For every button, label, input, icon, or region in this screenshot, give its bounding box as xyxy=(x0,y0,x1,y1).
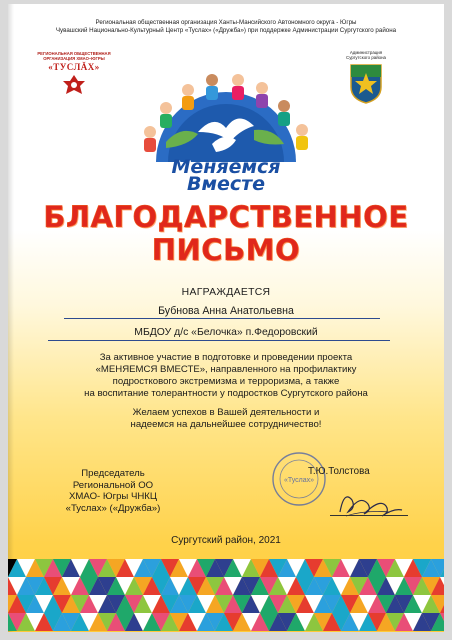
signature-line xyxy=(330,515,408,516)
recipient-name: Бубнова Анна Анатольевна xyxy=(158,305,294,317)
project-logo-globe-children xyxy=(126,70,326,162)
chair-line-4: «Туслах» («Дружба») xyxy=(65,502,161,514)
certificate-sheet xyxy=(8,4,444,632)
chairperson-title xyxy=(48,468,178,514)
chair-line-1: Председатель xyxy=(81,468,145,479)
admin-caption-2: Сургутского района xyxy=(346,55,386,60)
institution-underline xyxy=(48,340,390,341)
tuslah-emblem-icon xyxy=(59,72,89,98)
wish-line-2: надеемся на дальнейшее сотрудничество! xyxy=(130,419,322,430)
wish-line-1: Желаем успехов в Вашей деятельности и xyxy=(132,407,320,418)
tuslah-caption-1: РЕГИОНАЛЬНАЯ ОБЩЕСТВЕННАЯ xyxy=(37,51,111,56)
document-title-line-2: ПИСЬМО xyxy=(151,233,301,267)
decorative-triangle-border xyxy=(8,559,444,632)
chair-line-2: Региональной ОО xyxy=(72,479,154,491)
header-line-2: Чувашский Национально-Культурный Центр «Туслах» («Дружба») при поддержке Администрации Сургутского района xyxy=(55,27,397,34)
document-title-line-1: БЛАГОДАРСТВЕННОЕ xyxy=(43,200,409,234)
tuslah-caption-2: ОРГАНИЗАЦИЯ ХМАО–ЮГРЫ xyxy=(43,56,105,61)
recipient-underline xyxy=(64,318,380,319)
wishes-paragraph xyxy=(88,407,364,431)
header-line-1: Региональная общественная организация Ханты-Мансийского Автономного округа - Югры xyxy=(95,19,357,26)
project-logo-line-1: Меняемся xyxy=(171,156,281,178)
project-logo-line-2: Вместе xyxy=(186,173,266,195)
surgut-admin-logo xyxy=(326,50,406,110)
stamp-text: «Туслах» xyxy=(283,477,315,484)
paragraph-line-1: За активное участие в подготовке и проведении проекта xyxy=(99,352,353,363)
awarded-label: НАГРАЖДАЕТСЯ xyxy=(181,287,271,298)
paragraph-line-3: подросткового экстремизма и терроризма, а также xyxy=(112,376,340,387)
place-and-year: Сургутский район, 2021 xyxy=(171,535,281,546)
coat-of-arms-icon xyxy=(349,63,383,105)
tuslah-logo xyxy=(30,51,118,103)
recipient-institution: МБДОУ д/с «Белочка» п.Федоровский xyxy=(134,327,318,338)
tuslah-logo-text: «ТУСЛĂХ» xyxy=(48,62,100,72)
admin-caption-1: Администрация xyxy=(349,50,383,55)
gratitude-paragraph xyxy=(58,352,394,400)
paragraph-line-4: на воспитание толерантности у подростков Сургутского района xyxy=(84,388,368,399)
signer-name: Т.Ю.Толстова xyxy=(308,466,370,477)
organization-stamp xyxy=(270,450,328,508)
chair-line-3: ХМАО- Югры ЧНКЦ xyxy=(69,491,157,502)
paragraph-line-2: «МЕНЯЕМСЯ ВМЕСТЕ», направленного на профилактику xyxy=(95,364,357,375)
handwritten-signature xyxy=(334,482,406,522)
